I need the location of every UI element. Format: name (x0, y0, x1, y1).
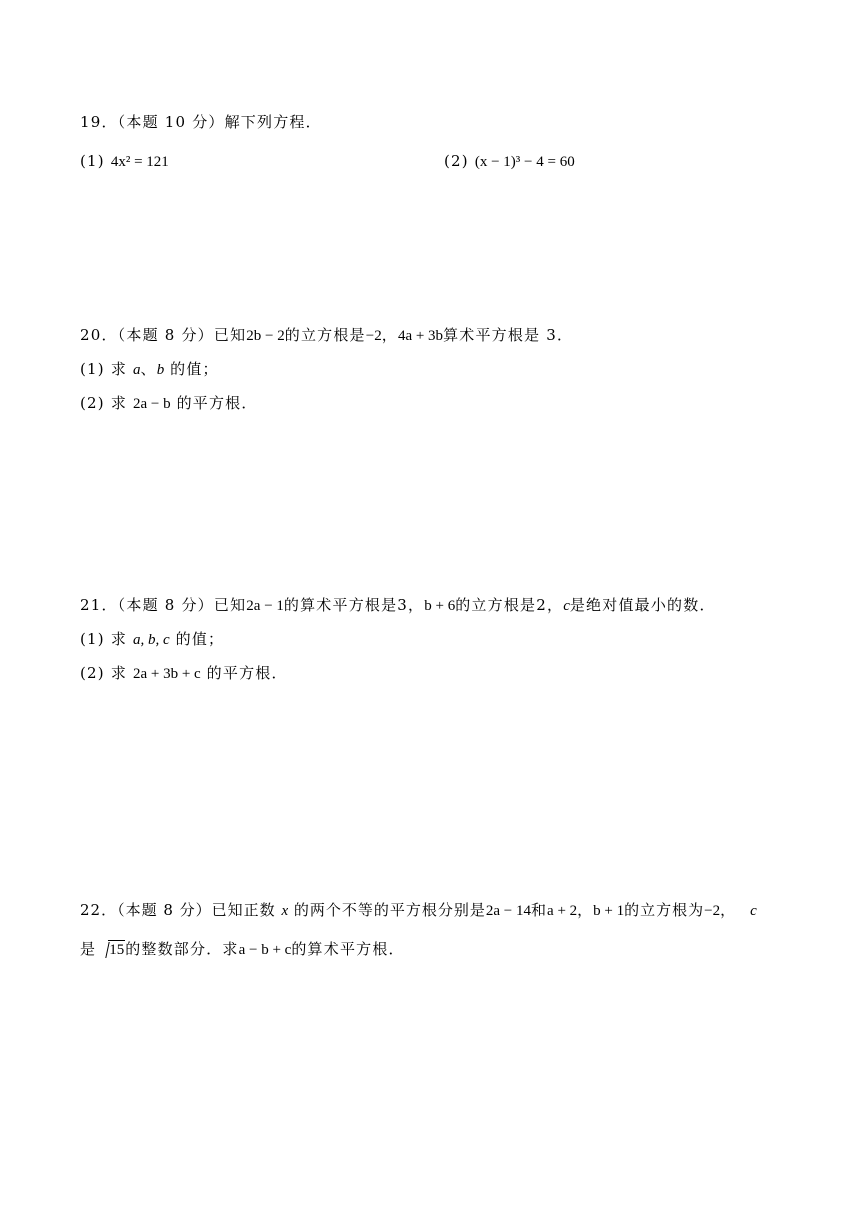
q20-part1-var-a: a (132, 362, 141, 378)
q19-parts (80, 150, 575, 173)
q22-text-3: 和 (531, 901, 548, 919)
q19-part1 (80, 152, 169, 170)
q20-part1-var-b: b (156, 362, 165, 378)
q20-math-1: 2b − 2 (246, 328, 285, 344)
q21-math-2: b + 6 (424, 598, 456, 614)
q20-part1-sep: 、 (140, 360, 157, 378)
q21-part2-math: 2a + 3b + c (132, 666, 201, 682)
q20-title (80, 324, 573, 347)
q22-text-6: ， (720, 901, 737, 919)
q22-text-is: 是 (80, 940, 97, 958)
q20-part1-label: (1) 求 (80, 360, 133, 378)
q22-math-expression: a − b + c (238, 942, 292, 958)
q21-part2-label: (2) 求 (80, 664, 133, 682)
q22-math-c: c (750, 903, 757, 919)
q21-math-3: c (563, 598, 570, 614)
q20-text-2: 的立方根是 (284, 326, 366, 344)
q20-part2-label: (2) 求 (80, 394, 133, 412)
q19-part1-equation: 4x² = 121 (110, 154, 169, 170)
q20-part2 (80, 392, 258, 415)
q21-text-2: 的算术平方根是3， (283, 596, 425, 614)
q22-math-4: b + 1 (593, 903, 625, 919)
q21-text-4: 是绝对值最小的数． (569, 596, 716, 614)
q21-part1-tail: 的值； (169, 630, 225, 648)
q21-part2-tail: 的平方根． (200, 664, 288, 682)
q19-title-text: 19．（本题 10 分）解下列方程． (80, 113, 322, 131)
q21-math-1: 2a − 1 (246, 598, 284, 614)
q20-text-3: ， (381, 326, 398, 344)
q19-part2 (444, 150, 575, 173)
q20-part2-math: 2a − b (132, 396, 171, 412)
q22-text-2: 的两个不等的平方根分别是 (288, 901, 486, 919)
q20-part2-tail: 的平方根． (170, 394, 258, 412)
q19-part2-label: (2) (444, 152, 475, 170)
q20-text-1: 20．（本题 8 分）已知 (80, 326, 247, 344)
q22-line2 (80, 938, 405, 961)
q20-math-2: −2 (365, 328, 382, 344)
q19-part1-label: (1) (80, 152, 111, 170)
q21-title (80, 594, 716, 617)
q21-text-1: 21．（本题 8 分）已知 (80, 596, 247, 614)
q20-math-3: 4a + 3b (397, 328, 444, 344)
q19-part2-equation: (x − 1)³ − 4 = 60 (474, 154, 575, 170)
q22-text-4: ， (577, 901, 594, 919)
q19-title (80, 111, 322, 133)
sqrt-radicand: 15 (109, 942, 125, 958)
q22-math-2: 2a − 14 (485, 903, 532, 919)
sqrt-symbol (98, 939, 125, 961)
q20-part1 (80, 358, 219, 381)
q21-text-3: 的立方根是2， (455, 596, 564, 614)
q21-part2 (80, 662, 288, 685)
q21-part1 (80, 628, 224, 651)
q22-math-3: a + 2 (547, 903, 578, 919)
q22-text-tail: 的算术平方根． (291, 940, 405, 958)
q22-title (80, 899, 757, 922)
q20-part1-tail: 的值； (164, 360, 219, 378)
q22-math-5: −2 (704, 903, 721, 919)
q22-math-x: x (281, 903, 289, 919)
q21-part1-vars: a, b, c (132, 632, 170, 648)
q21-part1-label: (1) 求 (80, 630, 133, 648)
q20-text-4: 算术平方根是 3． (443, 326, 574, 344)
q22-text-integer-part: 的整数部分．求 (125, 940, 239, 958)
q22-text-5: 的立方根为 (624, 901, 705, 919)
q22-text-1: 22．（本题 8 分）已知正数 (80, 901, 282, 919)
